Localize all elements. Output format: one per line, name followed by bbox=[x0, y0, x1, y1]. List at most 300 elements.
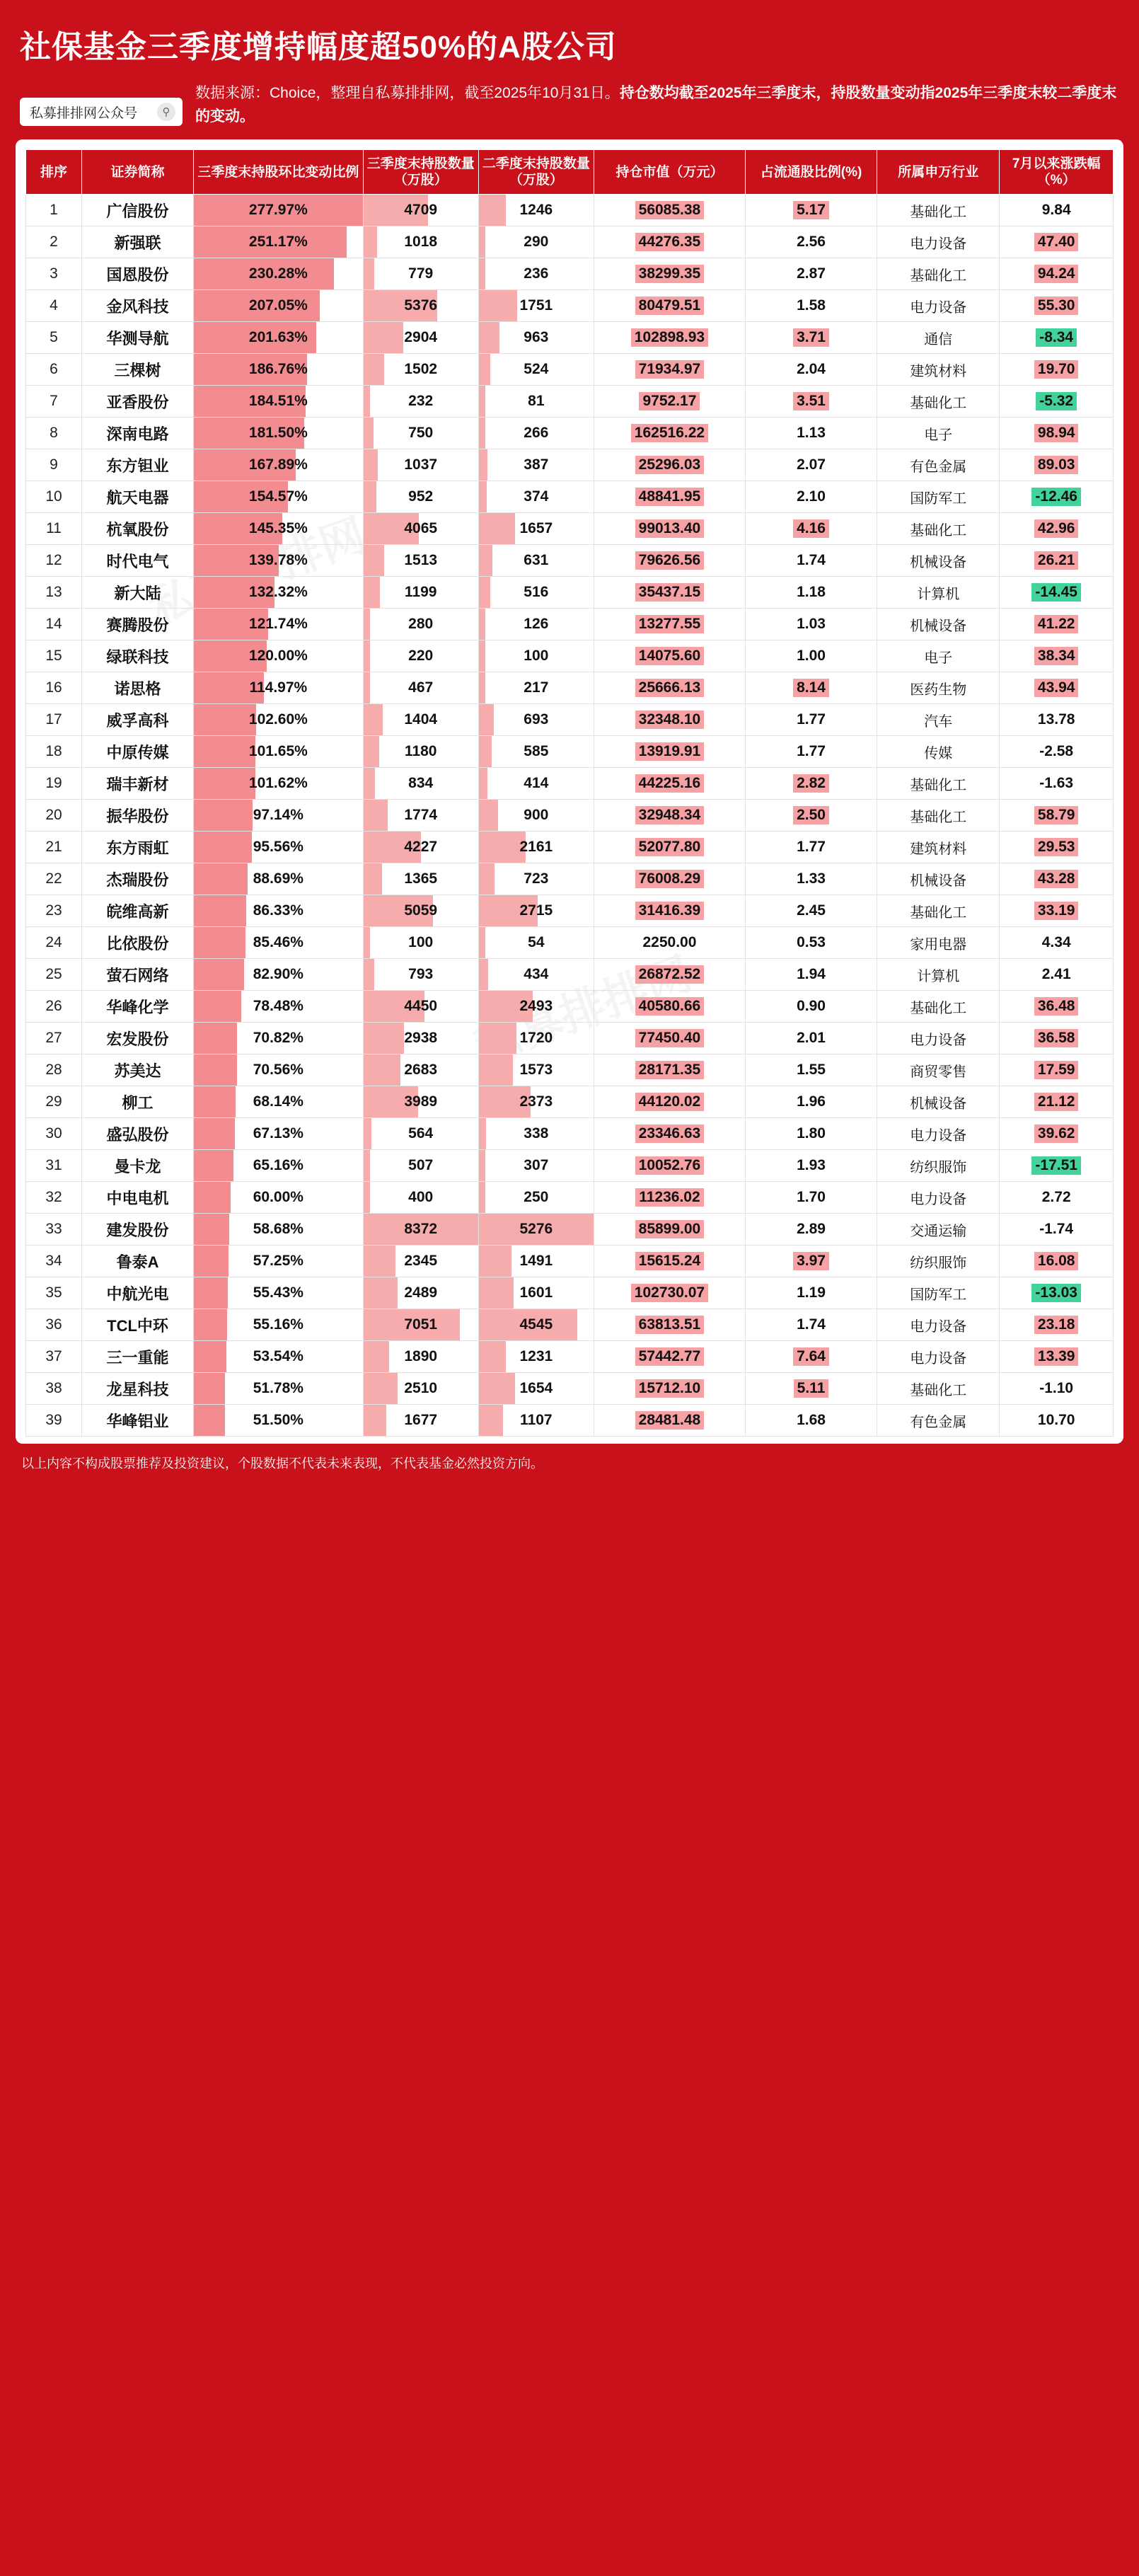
cell-change-ratio: 55.43% bbox=[194, 1277, 364, 1309]
cell-security-name: 东方钽业 bbox=[82, 449, 194, 481]
cell-change-ratio: 67.13% bbox=[194, 1118, 364, 1150]
cell-return: 39.62 bbox=[1000, 1118, 1114, 1150]
cell-q3-shares: 1199 bbox=[363, 577, 478, 609]
cell-return: -12.46 bbox=[1000, 481, 1114, 513]
cell-market-value: 28481.48 bbox=[594, 1405, 745, 1437]
cell-market-value: 44120.02 bbox=[594, 1086, 745, 1118]
cell-change-ratio: 51.78% bbox=[194, 1373, 364, 1405]
cell-q2-shares: 1720 bbox=[478, 1023, 594, 1054]
table-row bbox=[26, 1246, 1114, 1277]
cell-industry: 医药生物 bbox=[877, 672, 1000, 704]
cell-industry: 有色金属 bbox=[877, 1405, 1000, 1437]
cell-industry: 电力设备 bbox=[877, 290, 1000, 322]
cell-market-value: 13919.91 bbox=[594, 736, 745, 768]
cell-market-value: 162516.22 bbox=[594, 418, 745, 449]
cell-return: -14.45 bbox=[1000, 577, 1114, 609]
cell-industry: 商贸零售 bbox=[877, 1054, 1000, 1086]
cell-rank: 30 bbox=[26, 1118, 82, 1150]
cell-return: 17.59 bbox=[1000, 1054, 1114, 1086]
cell-security-name: 时代电气 bbox=[82, 545, 194, 577]
cell-q3-shares: 1774 bbox=[363, 800, 478, 832]
cell-float-pct: 3.71 bbox=[746, 322, 877, 354]
cell-float-pct: 2.04 bbox=[746, 354, 877, 386]
cell-industry: 纺织服饰 bbox=[877, 1246, 1000, 1277]
cell-change-ratio: 86.33% bbox=[194, 895, 364, 927]
col-name: 证券简称 bbox=[82, 150, 194, 195]
cell-q2-shares: 1231 bbox=[478, 1341, 594, 1373]
cell-security-name: 振华股份 bbox=[82, 800, 194, 832]
cell-q3-shares: 1018 bbox=[363, 226, 478, 258]
cell-security-name: 柳工 bbox=[82, 1086, 194, 1118]
cell-security-name: 金风科技 bbox=[82, 290, 194, 322]
cell-security-name: 皖维高新 bbox=[82, 895, 194, 927]
cell-security-name: 中航光电 bbox=[82, 1277, 194, 1309]
cell-return: 19.70 bbox=[1000, 354, 1114, 386]
cell-market-value: 15712.10 bbox=[594, 1373, 745, 1405]
cell-market-value: 102898.93 bbox=[594, 322, 745, 354]
cell-change-ratio: 85.46% bbox=[194, 927, 364, 959]
cell-change-ratio: 65.16% bbox=[194, 1150, 364, 1182]
cell-q2-shares: 1654 bbox=[478, 1373, 594, 1405]
table-row bbox=[26, 1214, 1114, 1246]
cell-q3-shares: 232 bbox=[363, 386, 478, 418]
cell-industry: 家用电器 bbox=[877, 927, 1000, 959]
cell-q2-shares: 290 bbox=[478, 226, 594, 258]
table-header-row bbox=[26, 150, 1114, 195]
cell-float-pct: 1.74 bbox=[746, 545, 877, 577]
col-q2-shares: 二季度末持股数量（万股） bbox=[478, 150, 594, 195]
col-float-pct: 占流通股比例(%) bbox=[746, 150, 877, 195]
cell-return: 89.03 bbox=[1000, 449, 1114, 481]
cell-market-value: 38299.35 bbox=[594, 258, 745, 290]
cell-security-name: 亚香股份 bbox=[82, 386, 194, 418]
cell-return: 41.22 bbox=[1000, 609, 1114, 640]
cell-return: 33.19 bbox=[1000, 895, 1114, 927]
table-row bbox=[26, 1054, 1114, 1086]
cell-industry: 建筑材料 bbox=[877, 354, 1000, 386]
cell-security-name: 国恩股份 bbox=[82, 258, 194, 290]
cell-rank: 28 bbox=[26, 1054, 82, 1086]
cell-market-value: 25296.03 bbox=[594, 449, 745, 481]
cell-security-name: 华峰化学 bbox=[82, 991, 194, 1023]
cell-return: 47.40 bbox=[1000, 226, 1114, 258]
cell-industry: 电子 bbox=[877, 640, 1000, 672]
cell-industry: 电力设备 bbox=[877, 226, 1000, 258]
cell-q2-shares: 81 bbox=[478, 386, 594, 418]
source-note-part1: 数据来源：Choice，整理自私募排排网，截至2025年10月31日。 bbox=[195, 85, 620, 101]
cell-q3-shares: 952 bbox=[363, 481, 478, 513]
cell-change-ratio: 121.74% bbox=[194, 609, 364, 640]
cell-rank: 36 bbox=[26, 1309, 82, 1341]
cell-market-value: 63813.51 bbox=[594, 1309, 745, 1341]
cell-change-ratio: 230.28% bbox=[194, 258, 364, 290]
cell-return: 43.28 bbox=[1000, 863, 1114, 895]
table-row bbox=[26, 1118, 1114, 1150]
source-note-part2: 持仓数均截至2025年三季度末，持股数量变动指2025年三季度末较二季度末的变动。 bbox=[195, 85, 1117, 125]
cell-return: 4.34 bbox=[1000, 927, 1114, 959]
cell-q3-shares: 1180 bbox=[363, 736, 478, 768]
cell-industry: 机械设备 bbox=[877, 1086, 1000, 1118]
cell-rank: 32 bbox=[26, 1182, 82, 1214]
cell-float-pct: 1.55 bbox=[746, 1054, 877, 1086]
cell-market-value: 23346.63 bbox=[594, 1118, 745, 1150]
search-icon[interactable]: ⚲ bbox=[157, 103, 175, 121]
cell-industry: 机械设备 bbox=[877, 609, 1000, 640]
cell-q2-shares: 307 bbox=[478, 1150, 594, 1182]
cell-rank: 16 bbox=[26, 672, 82, 704]
cell-industry: 电力设备 bbox=[877, 1023, 1000, 1054]
cell-float-pct: 2.10 bbox=[746, 481, 877, 513]
table-row bbox=[26, 863, 1114, 895]
cell-change-ratio: 154.57% bbox=[194, 481, 364, 513]
cell-q3-shares: 7051 bbox=[363, 1309, 478, 1341]
cell-q2-shares: 5276 bbox=[478, 1214, 594, 1246]
cell-float-pct: 1.58 bbox=[746, 290, 877, 322]
cell-change-ratio: 60.00% bbox=[194, 1182, 364, 1214]
cell-q2-shares: 723 bbox=[478, 863, 594, 895]
table-row bbox=[26, 1023, 1114, 1054]
cell-market-value: 10052.76 bbox=[594, 1150, 745, 1182]
cell-market-value: 14075.60 bbox=[594, 640, 745, 672]
cell-float-pct: 1.19 bbox=[746, 1277, 877, 1309]
cell-rank: 22 bbox=[26, 863, 82, 895]
cell-industry: 计算机 bbox=[877, 577, 1000, 609]
cell-rank: 33 bbox=[26, 1214, 82, 1246]
cell-rank: 1 bbox=[26, 195, 82, 226]
cell-rank: 17 bbox=[26, 704, 82, 736]
cell-change-ratio: 53.54% bbox=[194, 1341, 364, 1373]
cell-change-ratio: 207.05% bbox=[194, 290, 364, 322]
cell-q2-shares: 693 bbox=[478, 704, 594, 736]
col-return: 7月以来涨跌幅（%） bbox=[1000, 150, 1114, 195]
cell-float-pct: 1.70 bbox=[746, 1182, 877, 1214]
col-q3-shares: 三季度末持股数量（万股） bbox=[363, 150, 478, 195]
table-row bbox=[26, 322, 1114, 354]
cell-q3-shares: 2938 bbox=[363, 1023, 478, 1054]
cell-rank: 34 bbox=[26, 1246, 82, 1277]
cell-rank: 8 bbox=[26, 418, 82, 449]
cell-security-name: 三一重能 bbox=[82, 1341, 194, 1373]
table-row bbox=[26, 832, 1114, 863]
cell-market-value: 26872.52 bbox=[594, 959, 745, 991]
cell-return: 29.53 bbox=[1000, 832, 1114, 863]
cell-market-value: 44276.35 bbox=[594, 226, 745, 258]
table-row bbox=[26, 195, 1114, 226]
cell-return: 58.79 bbox=[1000, 800, 1114, 832]
cell-q3-shares: 793 bbox=[363, 959, 478, 991]
table-row bbox=[26, 386, 1114, 418]
cell-market-value: 25666.13 bbox=[594, 672, 745, 704]
cell-return: 98.94 bbox=[1000, 418, 1114, 449]
table-row bbox=[26, 1341, 1114, 1373]
table-row bbox=[26, 481, 1114, 513]
cell-q3-shares: 1513 bbox=[363, 545, 478, 577]
table-row bbox=[26, 577, 1114, 609]
table-row bbox=[26, 1309, 1114, 1341]
cell-rank: 5 bbox=[26, 322, 82, 354]
cell-float-pct: 1.77 bbox=[746, 704, 877, 736]
cell-rank: 31 bbox=[26, 1150, 82, 1182]
cell-return: -5.32 bbox=[1000, 386, 1114, 418]
cell-float-pct: 2.45 bbox=[746, 895, 877, 927]
cell-q3-shares: 2489 bbox=[363, 1277, 478, 1309]
cell-rank: 27 bbox=[26, 1023, 82, 1054]
disclaimer: 以上内容不构成股票推荐及投资建议，个股数据不代表未来表现，不代表基金必然投资方向。 bbox=[21, 1456, 543, 1471]
cell-security-name: 鲁泰A bbox=[82, 1246, 194, 1277]
cell-return: 94.24 bbox=[1000, 258, 1114, 290]
cell-rank: 25 bbox=[26, 959, 82, 991]
cell-q2-shares: 1246 bbox=[478, 195, 594, 226]
cell-q3-shares: 3989 bbox=[363, 1086, 478, 1118]
table-row bbox=[26, 1182, 1114, 1214]
cell-q2-shares: 631 bbox=[478, 545, 594, 577]
cell-security-name: 新强联 bbox=[82, 226, 194, 258]
account-badge[interactable] bbox=[20, 98, 183, 126]
cell-return: -13.03 bbox=[1000, 1277, 1114, 1309]
account-badge-label: 私募排排网公众号 bbox=[30, 105, 138, 121]
cell-security-name: 新大陆 bbox=[82, 577, 194, 609]
cell-float-pct: 1.00 bbox=[746, 640, 877, 672]
cell-rank: 35 bbox=[26, 1277, 82, 1309]
cell-change-ratio: 58.68% bbox=[194, 1214, 364, 1246]
cell-rank: 23 bbox=[26, 895, 82, 927]
cell-return: -1.74 bbox=[1000, 1214, 1114, 1246]
cell-q3-shares: 280 bbox=[363, 609, 478, 640]
cell-rank: 24 bbox=[26, 927, 82, 959]
cell-float-pct: 2.56 bbox=[746, 226, 877, 258]
table-row bbox=[26, 609, 1114, 640]
cell-return: 23.18 bbox=[1000, 1309, 1114, 1341]
cell-q2-shares: 100 bbox=[478, 640, 594, 672]
cell-change-ratio: 70.56% bbox=[194, 1054, 364, 1086]
cell-industry: 基础化工 bbox=[877, 800, 1000, 832]
cell-market-value: 48841.95 bbox=[594, 481, 745, 513]
cell-change-ratio: 78.48% bbox=[194, 991, 364, 1023]
cell-rank: 19 bbox=[26, 768, 82, 800]
table-card bbox=[16, 139, 1123, 1444]
cell-float-pct: 2.50 bbox=[746, 800, 877, 832]
cell-market-value: 15615.24 bbox=[594, 1246, 745, 1277]
cell-rank: 9 bbox=[26, 449, 82, 481]
cell-market-value: 80479.51 bbox=[594, 290, 745, 322]
cell-q2-shares: 126 bbox=[478, 609, 594, 640]
table-row bbox=[26, 1277, 1114, 1309]
cell-security-name: 中电电机 bbox=[82, 1182, 194, 1214]
cell-float-pct: 1.77 bbox=[746, 832, 877, 863]
cell-q2-shares: 54 bbox=[478, 927, 594, 959]
cell-q3-shares: 4227 bbox=[363, 832, 478, 863]
cell-industry: 电力设备 bbox=[877, 1118, 1000, 1150]
cell-q2-shares: 4545 bbox=[478, 1309, 594, 1341]
cell-q3-shares: 1037 bbox=[363, 449, 478, 481]
cell-q3-shares: 2683 bbox=[363, 1054, 478, 1086]
cell-change-ratio: 55.16% bbox=[194, 1309, 364, 1341]
cell-change-ratio: 120.00% bbox=[194, 640, 364, 672]
cell-q2-shares: 1751 bbox=[478, 290, 594, 322]
cell-market-value: 44225.16 bbox=[594, 768, 745, 800]
source-note bbox=[195, 79, 1119, 128]
cell-float-pct: 3.51 bbox=[746, 386, 877, 418]
cell-change-ratio: 181.50% bbox=[194, 418, 364, 449]
cell-q2-shares: 217 bbox=[478, 672, 594, 704]
cell-industry: 基础化工 bbox=[877, 258, 1000, 290]
page-title: 社保基金三季度增持幅度超50%的A股公司 bbox=[20, 30, 617, 64]
cell-change-ratio: 201.63% bbox=[194, 322, 364, 354]
cell-return: 21.12 bbox=[1000, 1086, 1114, 1118]
cell-rank: 12 bbox=[26, 545, 82, 577]
cell-float-pct: 1.74 bbox=[746, 1309, 877, 1341]
cell-float-pct: 0.90 bbox=[746, 991, 877, 1023]
cell-industry: 交通运输 bbox=[877, 1214, 1000, 1246]
cell-q2-shares: 585 bbox=[478, 736, 594, 768]
cell-security-name: TCL中环 bbox=[82, 1309, 194, 1341]
cell-return: 13.39 bbox=[1000, 1341, 1114, 1373]
table-row bbox=[26, 449, 1114, 481]
cell-rank: 37 bbox=[26, 1341, 82, 1373]
cell-change-ratio: 251.17% bbox=[194, 226, 364, 258]
cell-q3-shares: 5376 bbox=[363, 290, 478, 322]
cell-return: 13.78 bbox=[1000, 704, 1114, 736]
cell-return: 42.96 bbox=[1000, 513, 1114, 545]
cell-security-name: 航天电器 bbox=[82, 481, 194, 513]
cell-security-name: 诺思格 bbox=[82, 672, 194, 704]
cell-market-value: 85899.00 bbox=[594, 1214, 745, 1246]
cell-security-name: 比依股份 bbox=[82, 927, 194, 959]
cell-industry: 电子 bbox=[877, 418, 1000, 449]
cell-change-ratio: 82.90% bbox=[194, 959, 364, 991]
cell-q2-shares: 524 bbox=[478, 354, 594, 386]
cell-return: -8.34 bbox=[1000, 322, 1114, 354]
cell-industry: 基础化工 bbox=[877, 991, 1000, 1023]
cell-float-pct: 2.07 bbox=[746, 449, 877, 481]
cell-market-value: 35437.15 bbox=[594, 577, 745, 609]
col-market-value: 持仓市值（万元） bbox=[594, 150, 745, 195]
cell-security-name: 赛腾股份 bbox=[82, 609, 194, 640]
cell-security-name: 曼卡龙 bbox=[82, 1150, 194, 1182]
cell-q2-shares: 516 bbox=[478, 577, 594, 609]
cell-q2-shares: 2161 bbox=[478, 832, 594, 863]
cell-q2-shares: 1657 bbox=[478, 513, 594, 545]
cell-change-ratio: 102.60% bbox=[194, 704, 364, 736]
table-row bbox=[26, 354, 1114, 386]
cell-q3-shares: 220 bbox=[363, 640, 478, 672]
cell-rank: 38 bbox=[26, 1373, 82, 1405]
cell-security-name: 苏美达 bbox=[82, 1054, 194, 1086]
cell-q2-shares: 434 bbox=[478, 959, 594, 991]
cell-industry: 纺织服饰 bbox=[877, 1150, 1000, 1182]
cell-market-value: 32948.34 bbox=[594, 800, 745, 832]
cell-float-pct: 1.80 bbox=[746, 1118, 877, 1150]
cell-rank: 39 bbox=[26, 1405, 82, 1437]
cell-industry: 国防军工 bbox=[877, 481, 1000, 513]
cell-security-name: 中原传媒 bbox=[82, 736, 194, 768]
cell-market-value: 99013.40 bbox=[594, 513, 745, 545]
cell-industry: 电力设备 bbox=[877, 1341, 1000, 1373]
cell-security-name: 盛弘股份 bbox=[82, 1118, 194, 1150]
cell-q3-shares: 467 bbox=[363, 672, 478, 704]
cell-q3-shares: 1365 bbox=[363, 863, 478, 895]
cell-rank: 6 bbox=[26, 354, 82, 386]
cell-float-pct: 3.97 bbox=[746, 1246, 877, 1277]
cell-change-ratio: 70.82% bbox=[194, 1023, 364, 1054]
table-row bbox=[26, 258, 1114, 290]
cell-return: -1.10 bbox=[1000, 1373, 1114, 1405]
cell-market-value: 71934.97 bbox=[594, 354, 745, 386]
cell-industry: 基础化工 bbox=[877, 768, 1000, 800]
cell-change-ratio: 68.14% bbox=[194, 1086, 364, 1118]
cell-industry: 传媒 bbox=[877, 736, 1000, 768]
cell-q2-shares: 900 bbox=[478, 800, 594, 832]
cell-rank: 18 bbox=[26, 736, 82, 768]
cell-change-ratio: 114.97% bbox=[194, 672, 364, 704]
cell-change-ratio: 97.14% bbox=[194, 800, 364, 832]
cell-float-pct: 1.03 bbox=[746, 609, 877, 640]
cell-market-value: 31416.39 bbox=[594, 895, 745, 927]
cell-rank: 29 bbox=[26, 1086, 82, 1118]
cell-q2-shares: 2373 bbox=[478, 1086, 594, 1118]
cell-float-pct: 0.53 bbox=[746, 927, 877, 959]
cell-market-value: 32348.10 bbox=[594, 704, 745, 736]
cell-market-value: 56085.38 bbox=[594, 195, 745, 226]
cell-q3-shares: 1404 bbox=[363, 704, 478, 736]
cell-change-ratio: 139.78% bbox=[194, 545, 364, 577]
cell-market-value: 9752.17 bbox=[594, 386, 745, 418]
cell-q2-shares: 236 bbox=[478, 258, 594, 290]
cell-return: 36.58 bbox=[1000, 1023, 1114, 1054]
cell-change-ratio: 57.25% bbox=[194, 1246, 364, 1277]
cell-float-pct: 2.01 bbox=[746, 1023, 877, 1054]
cell-industry: 建筑材料 bbox=[877, 832, 1000, 863]
table-row bbox=[26, 704, 1114, 736]
cell-q2-shares: 250 bbox=[478, 1182, 594, 1214]
cell-security-name: 建发股份 bbox=[82, 1214, 194, 1246]
cell-q2-shares: 1491 bbox=[478, 1246, 594, 1277]
table-row bbox=[26, 768, 1114, 800]
cell-return: 16.08 bbox=[1000, 1246, 1114, 1277]
cell-float-pct: 5.11 bbox=[746, 1373, 877, 1405]
cell-float-pct: 8.14 bbox=[746, 672, 877, 704]
cell-q3-shares: 564 bbox=[363, 1118, 478, 1150]
cell-q2-shares: 1601 bbox=[478, 1277, 594, 1309]
cell-q3-shares: 2345 bbox=[363, 1246, 478, 1277]
cell-q3-shares: 1502 bbox=[363, 354, 478, 386]
cell-q3-shares: 2904 bbox=[363, 322, 478, 354]
cell-change-ratio: 88.69% bbox=[194, 863, 364, 895]
cell-rank: 15 bbox=[26, 640, 82, 672]
cell-change-ratio: 101.62% bbox=[194, 768, 364, 800]
holdings-table bbox=[25, 149, 1114, 1437]
cell-q2-shares: 266 bbox=[478, 418, 594, 449]
cell-float-pct: 4.16 bbox=[746, 513, 877, 545]
cell-change-ratio: 145.35% bbox=[194, 513, 364, 545]
cell-q3-shares: 1677 bbox=[363, 1405, 478, 1437]
cell-security-name: 华峰铝业 bbox=[82, 1405, 194, 1437]
meta-row bbox=[16, 79, 1123, 139]
cell-return: 10.70 bbox=[1000, 1405, 1114, 1437]
col-change: 三季度末持股环比变动比例 bbox=[194, 150, 364, 195]
col-industry: 所属申万行业 bbox=[877, 150, 1000, 195]
table-row bbox=[26, 736, 1114, 768]
cell-float-pct: 1.93 bbox=[746, 1150, 877, 1182]
cell-return: 38.34 bbox=[1000, 640, 1114, 672]
cell-float-pct: 1.18 bbox=[746, 577, 877, 609]
cell-industry: 基础化工 bbox=[877, 513, 1000, 545]
cell-change-ratio: 277.97% bbox=[194, 195, 364, 226]
table-row bbox=[26, 640, 1114, 672]
cell-q3-shares: 2510 bbox=[363, 1373, 478, 1405]
cell-industry: 基础化工 bbox=[877, 895, 1000, 927]
cell-float-pct: 2.89 bbox=[746, 1214, 877, 1246]
